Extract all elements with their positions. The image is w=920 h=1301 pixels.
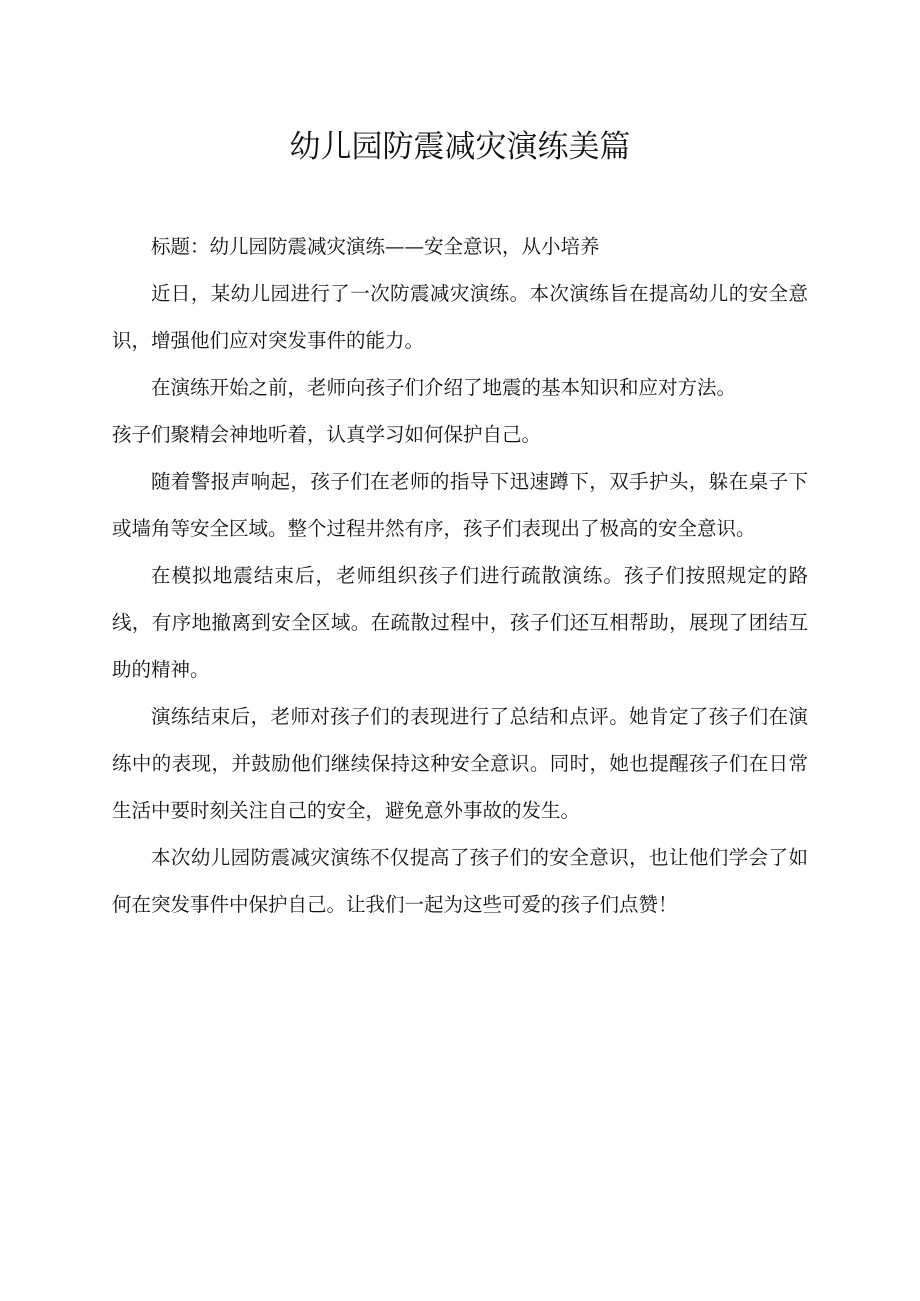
paragraph-evacuation: 在模拟地震结束后，老师组织孩子们进行疏散演练。孩子们按照规定的路线，有序地撤离到安全区域。在疏散过程中，孩子们还互相帮助，展现了团结互助的精神。 <box>112 564 808 681</box>
paragraph-intro: 近日，某幼儿园进行了一次防震减灾演练。本次演练旨在提高幼儿的安全意识，增强他们应对突发事件的能力。 <box>112 282 808 352</box>
paragraph-alarm: 随着警报声响起，孩子们在老师的指导下迅速蹲下，双手护头，躲在桌子下或墙角等安全区域。整个过程井然有序，孩子们表现出了极高的安全意识。 <box>112 470 808 540</box>
paragraph-summary: 演练结束后，老师对孩子们的表现进行了总结和点评。她肯定了孩子们在演练中的表现，并鼓励他们继续保持这种安全意识。同时，她也提醒孩子们在日常生活中要时刻关注自己的安全，避免意外事故的发生。 <box>112 705 808 822</box>
paragraph-conclusion: 本次幼儿园防震减灾演练不仅提高了孩子们的安全意识，也让他们学会了如何在突发事件中保护自己。让我们一起为这些可爱的孩子们点赞！ <box>112 846 808 916</box>
page-title: 幼儿园防震减灾演练美篇 <box>289 129 631 165</box>
document-body <box>112 223 808 928</box>
paragraph-listening: 孩子们聚精会神地听着，认真学习如何保护自己。 <box>112 423 542 446</box>
paragraph-before-drill: 在演练开始之前，老师向孩子们介绍了地震的基本知识和应对方法。 <box>151 376 737 399</box>
paragraph-subtitle: 标题：幼儿园防震减灾演练——安全意识，从小培养 <box>151 235 600 258</box>
